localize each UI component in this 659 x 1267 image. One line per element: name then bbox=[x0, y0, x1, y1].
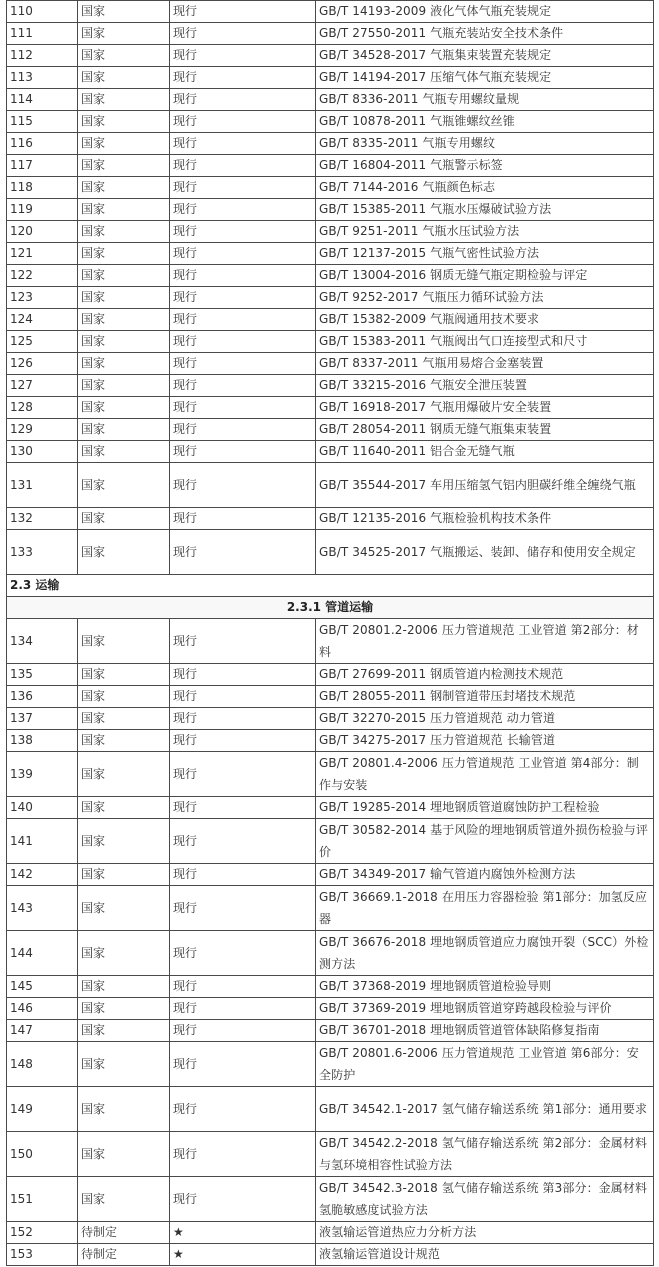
row-status: 现行 bbox=[170, 1, 316, 23]
row-level: 国家 bbox=[78, 89, 170, 111]
table-row bbox=[7, 89, 654, 111]
row-number: 133 bbox=[7, 530, 78, 575]
table-row bbox=[7, 886, 654, 931]
table-row bbox=[7, 708, 654, 730]
row-status: 现行 bbox=[170, 619, 316, 664]
table-row bbox=[7, 1042, 654, 1087]
row-status: 现行 bbox=[170, 287, 316, 309]
table-row bbox=[7, 463, 654, 508]
row-standard-title: GB/T 14194-2017 压缩气体气瓶充装规定 bbox=[316, 67, 654, 89]
row-standard-title: GB/T 8335-2011 气瓶专用螺纹 bbox=[316, 133, 654, 155]
row-level: 国家 bbox=[78, 730, 170, 752]
table-row bbox=[7, 1020, 654, 1042]
row-level: 国家 bbox=[78, 375, 170, 397]
row-level: 国家 bbox=[78, 886, 170, 931]
row-number: 147 bbox=[7, 1020, 78, 1042]
row-level: 国家 bbox=[78, 752, 170, 797]
table-row bbox=[7, 752, 654, 797]
table-row bbox=[7, 1, 654, 23]
row-standard-title: GB/T 34525-2017 气瓶搬运、装卸、储存和使用安全规定 bbox=[316, 530, 654, 575]
row-status: 现行 bbox=[170, 931, 316, 976]
row-number: 116 bbox=[7, 133, 78, 155]
row-number: 129 bbox=[7, 419, 78, 441]
table-row bbox=[7, 221, 654, 243]
standards-table bbox=[6, 0, 654, 1266]
row-standard-title: GB/T 8337-2011 气瓶用易熔合金塞装置 bbox=[316, 353, 654, 375]
row-level: 国家 bbox=[78, 664, 170, 686]
section-row bbox=[7, 575, 654, 597]
row-level: 国家 bbox=[78, 1087, 170, 1132]
table-row bbox=[7, 931, 654, 976]
row-level: 国家 bbox=[78, 708, 170, 730]
table-row bbox=[7, 309, 654, 331]
table-row bbox=[7, 419, 654, 441]
row-level: 国家 bbox=[78, 686, 170, 708]
row-level: 国家 bbox=[78, 287, 170, 309]
section-title: 2.3 运输 bbox=[7, 575, 654, 597]
row-level: 国家 bbox=[78, 111, 170, 133]
row-number: 117 bbox=[7, 155, 78, 177]
row-number: 127 bbox=[7, 375, 78, 397]
row-level: 国家 bbox=[78, 1, 170, 23]
row-standard-title: GB/T 27550-2011 气瓶充装站安全技术条件 bbox=[316, 23, 654, 45]
row-standard-title: GB/T 15385-2011 气瓶水压爆破试验方法 bbox=[316, 199, 654, 221]
row-level: 国家 bbox=[78, 619, 170, 664]
row-number: 151 bbox=[7, 1177, 78, 1222]
row-level: 国家 bbox=[78, 931, 170, 976]
row-standard-title: GB/T 34542.3-2018 氢气储存输送系统 第3部分：金属材料氢脆敏感度试验方法 bbox=[316, 1177, 654, 1222]
row-number: 140 bbox=[7, 797, 78, 819]
row-standard-title: GB/T 13004-2016 钢质无缝气瓶定期检验与评定 bbox=[316, 265, 654, 287]
table-row bbox=[7, 133, 654, 155]
row-standard-title: GB/T 9252-2017 气瓶压力循环试验方法 bbox=[316, 287, 654, 309]
row-status: 现行 bbox=[170, 1177, 316, 1222]
table-row bbox=[7, 1222, 654, 1244]
row-status: 现行 bbox=[170, 664, 316, 686]
row-status: 现行 bbox=[170, 864, 316, 886]
row-number: 114 bbox=[7, 89, 78, 111]
table-row bbox=[7, 111, 654, 133]
table-row bbox=[7, 1132, 654, 1177]
row-number: 119 bbox=[7, 199, 78, 221]
row-standard-title: GB/T 16918-2017 气瓶用爆破片安全装置 bbox=[316, 397, 654, 419]
row-level: 国家 bbox=[78, 797, 170, 819]
table-row bbox=[7, 819, 654, 864]
row-standard-title: GB/T 16804-2011 气瓶警示标签 bbox=[316, 155, 654, 177]
row-standard-title: 液氢输运管道设计规范 bbox=[316, 1244, 654, 1266]
row-level: 国家 bbox=[78, 976, 170, 998]
row-status: 现行 bbox=[170, 177, 316, 199]
row-number: 145 bbox=[7, 976, 78, 998]
row-number: 136 bbox=[7, 686, 78, 708]
row-standard-title: GB/T 30582-2014 基于风险的埋地钢质管道外损伤检验与评价 bbox=[316, 819, 654, 864]
row-level: 国家 bbox=[78, 1020, 170, 1042]
row-standard-title: GB/T 33215-2016 气瓶安全泄压装置 bbox=[316, 375, 654, 397]
row-level: 国家 bbox=[78, 67, 170, 89]
row-status: 现行 bbox=[170, 508, 316, 530]
row-level: 国家 bbox=[78, 819, 170, 864]
row-level: 国家 bbox=[78, 397, 170, 419]
row-number: 124 bbox=[7, 309, 78, 331]
row-standard-title: GB/T 11640-2011 铝合金无缝气瓶 bbox=[316, 441, 654, 463]
row-status: 现行 bbox=[170, 67, 316, 89]
row-status: 现行 bbox=[170, 353, 316, 375]
row-standard-title: GB/T 36676-2018 埋地钢质管道应力腐蚀开裂（SCC）外检测方法 bbox=[316, 931, 654, 976]
row-number: 149 bbox=[7, 1087, 78, 1132]
row-standard-title: GB/T 8336-2011 气瓶专用螺纹量规 bbox=[316, 89, 654, 111]
row-status: 现行 bbox=[170, 1020, 316, 1042]
row-number: 146 bbox=[7, 998, 78, 1020]
row-level: 国家 bbox=[78, 998, 170, 1020]
row-standard-title: GB/T 34542.1-2017 氢气储存输送系统 第1部分：通用要求 bbox=[316, 1087, 654, 1132]
row-standard-title: 液氢输运管道热应力分析方法 bbox=[316, 1222, 654, 1244]
row-number: 144 bbox=[7, 931, 78, 976]
row-number: 125 bbox=[7, 331, 78, 353]
row-standard-title: GB/T 34542.2-2018 氢气储存输送系统 第2部分：金属材料与氢环境相容性试验方法 bbox=[316, 1132, 654, 1177]
row-number: 139 bbox=[7, 752, 78, 797]
row-level: 待制定 bbox=[78, 1222, 170, 1244]
row-level: 国家 bbox=[78, 265, 170, 287]
row-standard-title: GB/T 34528-2017 气瓶集束装置充装规定 bbox=[316, 45, 654, 67]
table-row bbox=[7, 243, 654, 265]
row-status: 现行 bbox=[170, 111, 316, 133]
row-status: 现行 bbox=[170, 133, 316, 155]
row-standard-title: GB/T 19285-2014 埋地钢质管道腐蚀防护工程检验 bbox=[316, 797, 654, 819]
table-body-cylinders bbox=[7, 1, 654, 575]
row-status: 现行 bbox=[170, 397, 316, 419]
row-number: 138 bbox=[7, 730, 78, 752]
table-row bbox=[7, 397, 654, 419]
table-row bbox=[7, 686, 654, 708]
table-row bbox=[7, 530, 654, 575]
row-status: 现行 bbox=[170, 331, 316, 353]
row-standard-title: GB/T 20801.6-2006 压力管道规范 工业管道 第6部分：安全防护 bbox=[316, 1042, 654, 1087]
row-status: 现行 bbox=[170, 686, 316, 708]
row-number: 113 bbox=[7, 67, 78, 89]
row-standard-title: GB/T 32270-2015 压力管道规范 动力管道 bbox=[316, 708, 654, 730]
row-standard-title: GB/T 9251-2011 气瓶水压试验方法 bbox=[316, 221, 654, 243]
table-row bbox=[7, 331, 654, 353]
table-row bbox=[7, 199, 654, 221]
row-level: 国家 bbox=[78, 331, 170, 353]
row-level: 国家 bbox=[78, 419, 170, 441]
row-standard-title: GB/T 20801.2-2006 压力管道规范 工业管道 第2部分：材料 bbox=[316, 619, 654, 664]
table-row bbox=[7, 1177, 654, 1222]
table-row bbox=[7, 1244, 654, 1266]
subsection-title: 2.3.1 管道运输 bbox=[7, 597, 654, 619]
row-level: 国家 bbox=[78, 463, 170, 508]
row-status: 现行 bbox=[170, 243, 316, 265]
row-level: 国家 bbox=[78, 353, 170, 375]
row-status: 现行 bbox=[170, 23, 316, 45]
row-level: 国家 bbox=[78, 177, 170, 199]
table-row bbox=[7, 864, 654, 886]
row-level: 国家 bbox=[78, 864, 170, 886]
row-level: 国家 bbox=[78, 1042, 170, 1087]
row-status: 现行 bbox=[170, 89, 316, 111]
row-standard-title: GB/T 28055-2011 钢制管道带压封堵技术规范 bbox=[316, 686, 654, 708]
row-standard-title: GB/T 35544-2017 车用压缩氢气铝内胆碳纤维全缠绕气瓶 bbox=[316, 463, 654, 508]
table-row bbox=[7, 375, 654, 397]
row-status: 现行 bbox=[170, 441, 316, 463]
row-level: 国家 bbox=[78, 45, 170, 67]
table-row bbox=[7, 664, 654, 686]
row-level: 国家 bbox=[78, 221, 170, 243]
table-row bbox=[7, 1087, 654, 1132]
table-row bbox=[7, 45, 654, 67]
row-standard-title: GB/T 36669.1-2018 在用压力容器检验 第1部分：加氢反应器 bbox=[316, 886, 654, 931]
row-number: 131 bbox=[7, 463, 78, 508]
row-level: 国家 bbox=[78, 243, 170, 265]
row-standard-title: GB/T 15383-2011 气瓶阀出气口连接型式和尺寸 bbox=[316, 331, 654, 353]
row-number: 121 bbox=[7, 243, 78, 265]
row-number: 123 bbox=[7, 287, 78, 309]
table-row bbox=[7, 23, 654, 45]
row-standard-title: GB/T 15382-2009 气瓶阀通用技术要求 bbox=[316, 309, 654, 331]
row-number: 134 bbox=[7, 619, 78, 664]
row-level: 国家 bbox=[78, 199, 170, 221]
row-standard-title: GB/T 37369-2019 埋地钢质管道穿跨越段检验与评价 bbox=[316, 998, 654, 1020]
row-status: 现行 bbox=[170, 199, 316, 221]
row-number: 120 bbox=[7, 221, 78, 243]
row-level: 待制定 bbox=[78, 1244, 170, 1266]
row-status: 现行 bbox=[170, 819, 316, 864]
row-number: 126 bbox=[7, 353, 78, 375]
row-status: 现行 bbox=[170, 419, 316, 441]
row-level: 国家 bbox=[78, 441, 170, 463]
row-status: 现行 bbox=[170, 221, 316, 243]
table-row bbox=[7, 177, 654, 199]
row-level: 国家 bbox=[78, 155, 170, 177]
row-number: 137 bbox=[7, 708, 78, 730]
table-row bbox=[7, 508, 654, 530]
row-status: 现行 bbox=[170, 1132, 316, 1177]
row-number: 112 bbox=[7, 45, 78, 67]
table-row bbox=[7, 619, 654, 664]
row-status: 现行 bbox=[170, 1042, 316, 1087]
table-row bbox=[7, 998, 654, 1020]
table-row bbox=[7, 797, 654, 819]
row-standard-title: GB/T 14193-2009 液化气体气瓶充装规定 bbox=[316, 1, 654, 23]
row-status: 现行 bbox=[170, 375, 316, 397]
table-row bbox=[7, 155, 654, 177]
row-status: 现行 bbox=[170, 530, 316, 575]
row-status: 现行 bbox=[170, 976, 316, 998]
row-number: 150 bbox=[7, 1132, 78, 1177]
row-standard-title: GB/T 12137-2015 气瓶气密性试验方法 bbox=[316, 243, 654, 265]
row-number: 118 bbox=[7, 177, 78, 199]
row-standard-title: GB/T 28054-2011 钢质无缝气瓶集束装置 bbox=[316, 419, 654, 441]
row-status: 现行 bbox=[170, 265, 316, 287]
row-number: 130 bbox=[7, 441, 78, 463]
row-status: 现行 bbox=[170, 998, 316, 1020]
row-status: 现行 bbox=[170, 886, 316, 931]
row-number: 143 bbox=[7, 886, 78, 931]
row-number: 153 bbox=[7, 1244, 78, 1266]
row-status: 现行 bbox=[170, 752, 316, 797]
row-status: ★ bbox=[170, 1244, 316, 1266]
row-standard-title: GB/T 37368-2019 埋地钢质管道检验导则 bbox=[316, 976, 654, 998]
row-level: 国家 bbox=[78, 23, 170, 45]
row-number: 132 bbox=[7, 508, 78, 530]
row-number: 111 bbox=[7, 23, 78, 45]
row-status: 现行 bbox=[170, 45, 316, 67]
row-number: 141 bbox=[7, 819, 78, 864]
row-standard-title: GB/T 20801.4-2006 压力管道规范 工业管道 第4部分：制作与安装 bbox=[316, 752, 654, 797]
row-standard-title: GB/T 7144-2016 气瓶颜色标志 bbox=[316, 177, 654, 199]
row-level: 国家 bbox=[78, 1177, 170, 1222]
table-row bbox=[7, 976, 654, 998]
row-number: 135 bbox=[7, 664, 78, 686]
row-standard-title: GB/T 27699-2011 钢质管道内检测技术规范 bbox=[316, 664, 654, 686]
table-row bbox=[7, 265, 654, 287]
subsection-row bbox=[7, 597, 654, 619]
row-status: 现行 bbox=[170, 1087, 316, 1132]
table-row bbox=[7, 287, 654, 309]
row-level: 国家 bbox=[78, 508, 170, 530]
row-standard-title: GB/T 34275-2017 压力管道规范 长输管道 bbox=[316, 730, 654, 752]
row-standard-title: GB/T 36701-2018 埋地钢质管道管体缺陷修复指南 bbox=[316, 1020, 654, 1042]
row-number: 128 bbox=[7, 397, 78, 419]
row-standard-title: GB/T 12135-2016 气瓶检验机构技术条件 bbox=[316, 508, 654, 530]
table-row bbox=[7, 67, 654, 89]
table-row bbox=[7, 441, 654, 463]
row-status: 现行 bbox=[170, 797, 316, 819]
table-body-pipelines bbox=[7, 619, 654, 1266]
row-status: 现行 bbox=[170, 708, 316, 730]
row-number: 148 bbox=[7, 1042, 78, 1087]
row-standard-title: GB/T 10878-2011 气瓶锥螺纹丝锥 bbox=[316, 111, 654, 133]
row-number: 142 bbox=[7, 864, 78, 886]
row-status: 现行 bbox=[170, 309, 316, 331]
row-level: 国家 bbox=[78, 1132, 170, 1177]
row-number: 122 bbox=[7, 265, 78, 287]
row-level: 国家 bbox=[78, 309, 170, 331]
row-level: 国家 bbox=[78, 530, 170, 575]
row-number: 115 bbox=[7, 111, 78, 133]
table-body-headings bbox=[7, 575, 654, 619]
table-row bbox=[7, 730, 654, 752]
row-number: 110 bbox=[7, 1, 78, 23]
row-number: 152 bbox=[7, 1222, 78, 1244]
row-standard-title: GB/T 34349-2017 输气管道内腐蚀外检测方法 bbox=[316, 864, 654, 886]
row-status: ★ bbox=[170, 1222, 316, 1244]
row-status: 现行 bbox=[170, 155, 316, 177]
row-status: 现行 bbox=[170, 463, 316, 508]
row-level: 国家 bbox=[78, 133, 170, 155]
row-status: 现行 bbox=[170, 730, 316, 752]
table-row bbox=[7, 353, 654, 375]
